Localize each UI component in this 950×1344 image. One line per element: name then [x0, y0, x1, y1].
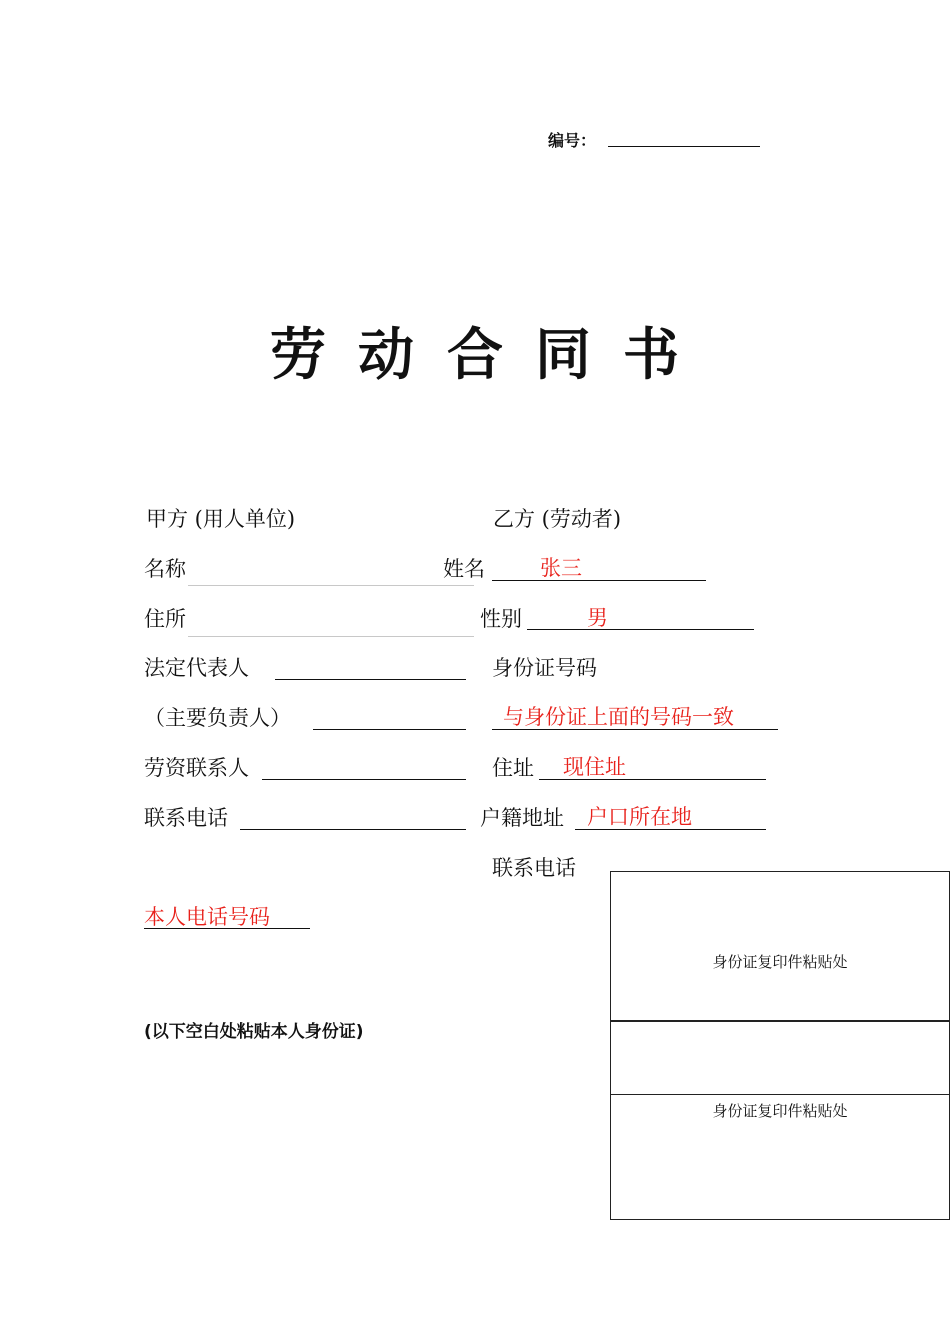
- id-copy-box-front[interactable]: [610, 871, 950, 1022]
- party-b-gender-value: 男: [587, 606, 608, 630]
- party-a-principal-field[interactable]: [313, 729, 466, 730]
- id-copy-box-back[interactable]: [610, 1020, 950, 1220]
- party-a-phone-label: 联系电话: [144, 806, 228, 830]
- party-b-name-field[interactable]: [492, 580, 706, 581]
- title-char: 同: [535, 323, 591, 388]
- party-a-name-field[interactable]: [188, 585, 474, 586]
- party-a-legal-rep-field[interactable]: [275, 679, 466, 680]
- party-b-name-value: 张三: [540, 556, 582, 580]
- party-b-name-label: 姓名: [443, 557, 485, 581]
- party-b-heading: 乙方 (劳动者): [493, 507, 622, 531]
- id-copy-box-label: 身份证复印件粘贴处: [712, 1102, 848, 1120]
- title-char: 合: [447, 323, 503, 388]
- party-a-address-label: 住所: [144, 607, 186, 631]
- party-b-address-value: 现住址: [563, 755, 626, 779]
- party-b-id-label: 身份证号码: [492, 656, 597, 680]
- party-b-hukou-label: 户籍地址: [480, 806, 564, 830]
- title-char: 书: [623, 323, 679, 388]
- party-b-gender-field[interactable]: [527, 629, 754, 630]
- id-copy-box-label: 身份证复印件粘贴处: [712, 953, 848, 971]
- party-b-phone-label: 联系电话: [492, 856, 576, 880]
- document-title: [0, 324, 950, 388]
- party-a-principal-label: （主要负责人）: [144, 706, 291, 730]
- serial-number-label: 编号：: [548, 131, 597, 150]
- party-b-hukou-value: 户口所在地: [587, 805, 692, 829]
- party-b-phone-value: 本人电话号码: [144, 905, 270, 929]
- paste-id-note: (以下空白处粘贴本人身份证): [144, 1022, 364, 1042]
- party-a-phone-field[interactable]: [240, 829, 466, 830]
- party-b-address-label: 住址: [492, 756, 534, 780]
- party-a-payroll-contact-field[interactable]: [262, 779, 466, 780]
- title-char: 劳: [270, 323, 326, 388]
- party-b-phone-field[interactable]: [144, 928, 310, 929]
- title-char: 动: [358, 323, 414, 388]
- party-a-name-label: 名称: [144, 557, 186, 581]
- party-a-payroll-contact-label: 劳资联系人: [144, 756, 249, 780]
- party-a-heading: 甲方 (用人单位): [146, 507, 296, 531]
- party-b-id-value: 与身份证上面的号码一致: [503, 705, 734, 729]
- party-a-address-field[interactable]: [188, 636, 474, 637]
- serial-number-field[interactable]: [608, 146, 760, 147]
- party-a-legal-rep-label: 法定代表人: [144, 656, 249, 680]
- id-copy-box-divider: [610, 1094, 950, 1095]
- party-b-gender-label: 性别: [480, 607, 522, 631]
